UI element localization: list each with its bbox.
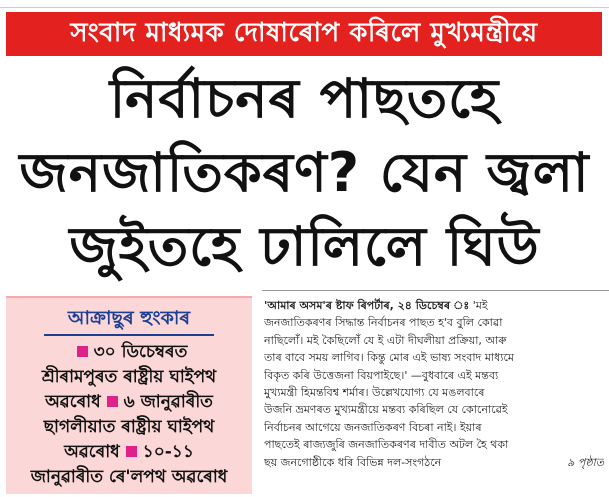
article-line: ছয় জনগোষ্ঠীকে ধৰি বিভিন্ন দল-সংগঠনে [264,455,442,469]
bullet-square-icon [107,396,118,407]
article-line: উজনি ভ্ৰমণৰত মুখ্যমন্ত্ৰীয়ে মন্তব্য কৰিছিল যে কোনোৱেই [264,403,508,417]
headline-line-2: জনজাতিকৰণ? যেন জ্বলা [19,141,590,204]
article-line: পাছতেই ৰাজ্যজুৰি জনজাতিকৰণৰ দাবীত অটল হৈ থকা [264,438,509,452]
article-line: মুখ্যমন্ত্ৰী হিমন্তবিশ্ব শৰ্মাৰ। উল্লেখযোগ্য যে মঙলবাৰে [264,386,485,400]
headline-line-1: নিৰ্বাচনৰ পাছতহে [109,67,500,130]
box-line: ৩০ ডিচেম্বৰত [10,340,248,365]
article-body: 'আমাৰ অসম'ৰ ষ্টাফ ৰিপৰ্টাৰ, ২৪ ডিচেম্বৰ ঃ 'মই জনজাতিকৰণৰ সিদ্ধান্ত নিৰ্বাচনৰ পাছত হ'ব বুলি কোৱা নাছিলোঁ। মই কৈছিলোঁ যে ই এটা দীঘলীয়া প্ৰক্ৰিয়া, আৰু তাৰ বাবে সময় লাগিব। কিন্তু মোৰ এই ভাষ্য সংবাদ মাধ্যমে বিকৃত কৰি উত্তেজনা বিয়পাইছে।' —বুধবাৰে এই মন্তব্য মুখ্যমন্ত্ৰী হিমন্তবিশ্ব শৰ্মাৰ। উল্লেখযোগ্য যে মঙলবাৰে উজনি ভ্ৰমণৰত মুখ্যমন্ত্ৰীয়ে মন্তব্য কৰিছিল যে কোনোৱেই নিৰ্বাচনৰ আগেয়ে জনজাতিকৰণ বিচৰা নাই। ইয়াৰ পাছতেই ৰাজ্যজুৰি জনজাতিকৰণৰ দাবীত অটল হৈ থকা ছয় জনগোষ্ঠীকে ধৰি বিভিন্ন দল-সংগঠনে ৯ পৃষ্ঠাত [264,297,604,493]
headline [0,62,609,290]
sidebar-box [6,296,252,494]
article-line: বিকৃত কৰি উত্তেজনা বিয়পাইছে।' —বুধবাৰে এই মন্তব্য [264,368,499,382]
box-line: জানুৱাৰীত ৰে'লপথ অৱৰোধ [30,467,228,487]
sidebar-box-lines [10,340,248,490]
sidebar-box-title: আক্ৰাছুৰ হুংকাৰ [67,307,191,329]
box-line: শ্ৰীৰামপুৰত ৰাষ্ট্ৰীয় ঘাইপথ [41,367,217,387]
article-line: জনজাতিকৰণৰ সিদ্ধান্ত নিৰ্বাচনৰ পাছত হ'ব বুলি কোৱা [264,316,503,330]
article-dateline: 'আমাৰ অসম'ৰ ষ্টাফ ৰিপৰ্টাৰ, ২৪ ডিচেম্বৰ ঃ [264,299,470,312]
box-line: অৱৰোধ ৬ জানুৱাৰীত [45,392,213,412]
article-line: নাছিলোঁ। মই কৈছিলোঁ যে ই এটা দীঘলীয়া প্ৰক্ৰিয়া, আৰু [264,333,507,347]
top-strip [0,0,609,8]
article-line: তাৰ বাবে সময় লাগিব। কিন্তু মোৰ এই ভাষ্য সংবাদ মাধ্যমে [264,351,514,365]
kicker-banner [6,12,602,56]
article-line: নিৰ্বাচনৰ আগেয়ে জনজাতিকৰণ বিচৰা নাই। ইয়াৰ [264,420,482,434]
title-underline [44,334,214,336]
bullet-square-icon [126,446,137,457]
box-line: অৱৰোধ ১০-১১ [64,442,194,462]
kicker-text: সংবাদ মাধ্যমক দোষাৰোপ কৰিলে মুখ্যমন্ত্ৰীয়ে [70,18,538,48]
continued-link[interactable]: ৯ পৃষ্ঠাত [567,455,604,469]
box-line: ছাগলীয়াত ৰাষ্ট্ৰীয় ঘাইপথ [43,417,215,437]
bullet-square-icon [77,346,88,357]
column-divider [262,290,609,291]
headline-line-3: জুইতহে ঢালিলে ঘিউ [69,215,540,278]
